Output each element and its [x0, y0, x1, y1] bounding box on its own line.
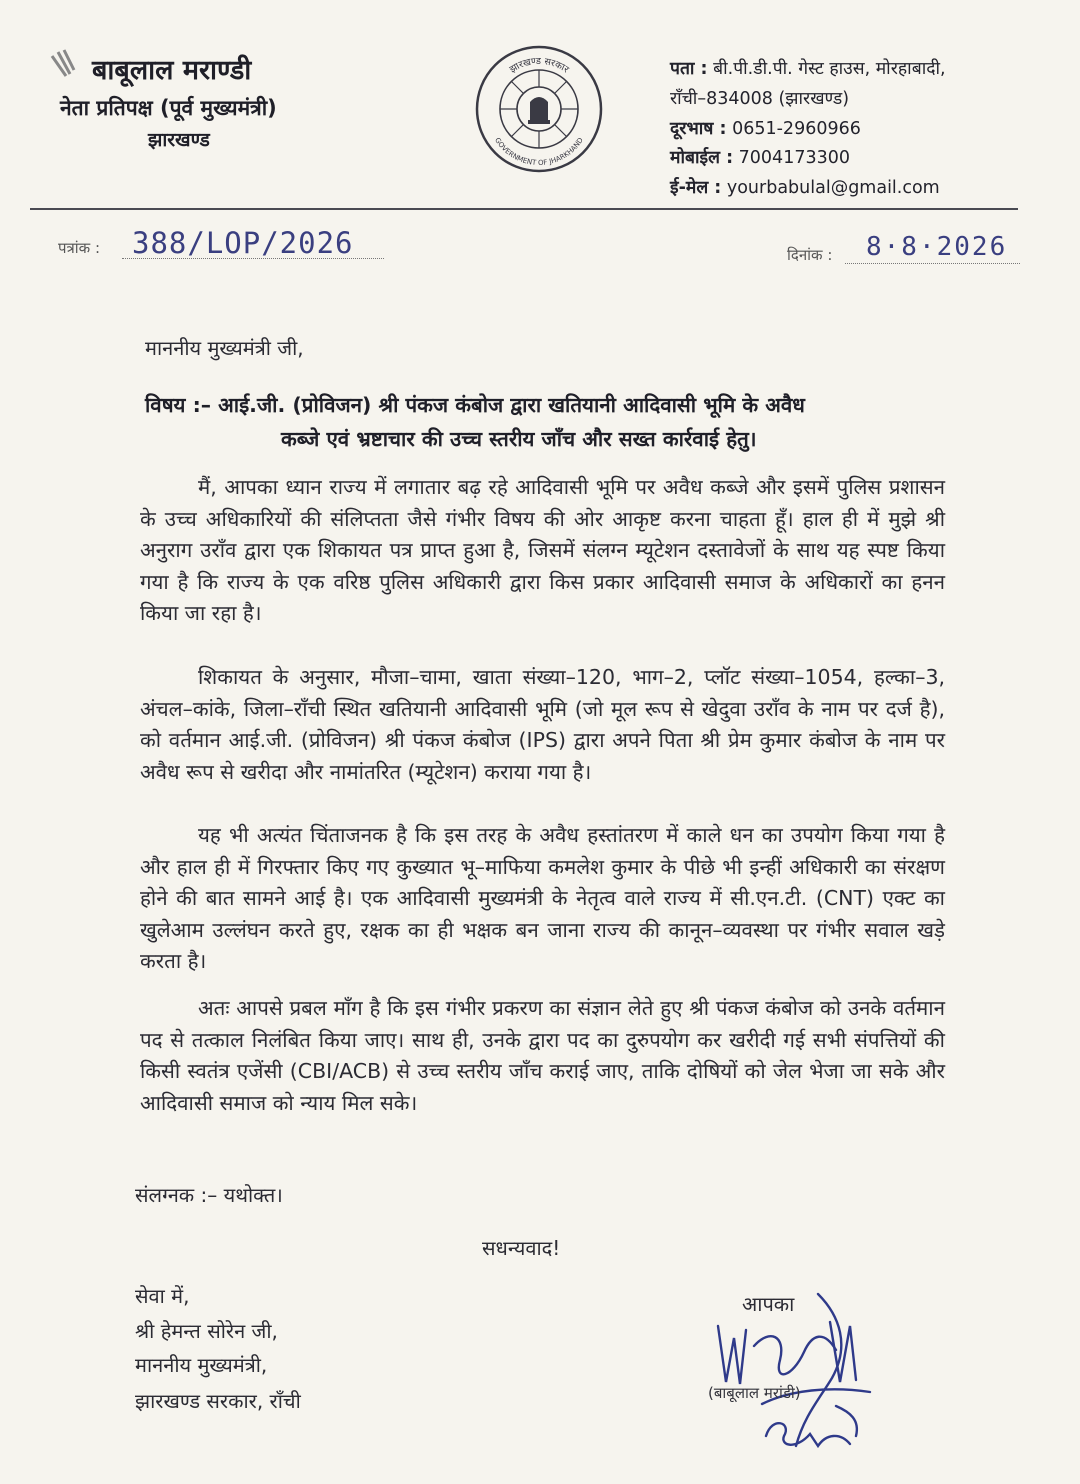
- letter-date: 8·8·2026: [866, 232, 1008, 262]
- date-dotted-line: [845, 263, 1020, 264]
- body-paragraph-4: [140, 993, 945, 1119]
- contact-mobile-row: [670, 145, 850, 169]
- contact-phone-row: [670, 116, 861, 140]
- recipient-line1: सेवा में,: [135, 1284, 190, 1308]
- address-line2: राँची–834008 (झारखण्ड): [670, 89, 850, 109]
- sender-name: बाबूलाल मराण्डी: [92, 55, 252, 86]
- mobile-label: मोबाईल :: [670, 148, 734, 168]
- email-label: ई-मेल :: [670, 178, 722, 198]
- handwritten-signature-icon: [700, 1286, 890, 1476]
- reference-label: पत्रांक :: [58, 239, 101, 257]
- paragraph-4-text: अतः आपसे प्रबल माँग है कि इस गंभीर प्रकरण का संज्ञान लेते हुए श्री पंकज कंबोज को उनके वर्तमान पद से तत्काल निलंबित किया जाए। साथ ही, उनके द्वारा पद का दुरुपयोग कर खरीदी गई सभी संपत्तियों की किसी स्वतंत्र एजेंसी (CBI/ACB) से उच्च स्तरीय जाँच कराई जाए, ताकि दोषियों को जेल भेजा जा सके और आदिवासी समाज को न्याय मिल सके।: [140, 996, 945, 1115]
- emblem-text-bottom: GOVERNMENT OF JHARKHAND: [493, 136, 585, 168]
- mobile-number: 7004173300: [738, 148, 850, 168]
- jharkhand-government-seal-icon: [474, 44, 604, 174]
- contact-address-line1: [670, 56, 946, 80]
- signoff-yours: आपका: [742, 1292, 795, 1316]
- recipient-line2: श्री हेमन्त सोरेन जी,: [135, 1319, 278, 1343]
- reference-number: 388/LOP/2026: [132, 226, 354, 260]
- emblem-text-top: झारखण्ड सरकार: [507, 55, 571, 76]
- salutation: माननीय मुख्यमंत्री जी,: [145, 336, 304, 360]
- sender-state: झारखण्ड: [148, 129, 210, 151]
- sender-role: नेता प्रतिपक्ष (पूर्व मुख्यमंत्री): [60, 96, 277, 120]
- paragraph-3-text: यह भी अत्यंत चिंताजनक है कि इस तरह के अवैध हस्तांतरण में काले धन का उपयोग किया गया है और हाल ही में गिरफ्तार किए गए कुख्यात भू–माफिया कमलेश कुमार के पीछे भी इन्हीं अधिकारी का संरक्षण होने की बात सामने आई है। एक आदिवासी मुख्यमंत्री के नेतृत्व वाले राज्य में सी.एन.टी. (CNT) एक्ट का खुलेआम उल्लंघन करते हुए, रक्षक का ही भक्षक बन जाना राज्य की कानून–व्यवस्था पर गंभीर सवाल खड़े करता है।: [140, 823, 945, 973]
- subject-line2: कब्जे एवं भ्रष्टाचार की उच्च स्तरीय जाँच और सख्त कार्रवाई हेतु।: [281, 427, 757, 451]
- closing-thanks: सधन्यवाद!: [482, 1236, 561, 1260]
- svg-text:झारखण्ड सरकार: [508, 56, 572, 76]
- signoff-name: (बाबूलाल मरांडी): [708, 1384, 801, 1402]
- enclosure-note: संलग्नक :– यथोक्त।: [135, 1183, 283, 1207]
- contact-email-row: [670, 175, 940, 199]
- phone-number: 0651-2960966: [732, 119, 861, 139]
- paragraph-1-text: मैं, आपका ध्यान राज्य में लगातार बढ़ रहे आदिवासी भूमि पर अवैध कब्जे और इसमें पुलिस प्रशासन के उच्च अधिकारियों की संलिप्तता जैसे गंभीर विषय की ओर आकृष्ट करना चाहता हूँ। हाल ही में मुझे श्री अनुराग उराँव द्वारा एक शिकायत पत्र प्राप्त हुआ है, जिसमें संलग्न म्यूटेशन दस्तावेजों के साथ यह स्पष्ट किया गया है कि राज्य के एक वरिष्ठ पुलिस अधिकारी द्वारा किस प्रकार आदिवासी समाज के अधिकारों का हनन किया जा रहा है।: [140, 475, 945, 625]
- body-paragraph-1: [140, 472, 945, 630]
- date-label: दिनांक :: [787, 246, 833, 264]
- recipient-line3: माननीय मुख्यमंत्री,: [135, 1353, 268, 1377]
- body-paragraph-2: [140, 662, 945, 788]
- address-label: पता :: [670, 59, 708, 79]
- recipient-line4: झारखण्ड सरकार, राँची: [135, 1389, 301, 1413]
- body-paragraph-3: [140, 820, 945, 978]
- address-line1: बी.पी.डी.पी. गेस्ट हाउस, मोरहाबादी,: [713, 59, 946, 79]
- subject-line1: विषय :– आई.जी. (प्रोविजन) श्री पंकज कंबोज द्वारा खतियानी आदिवासी भूमि के अवैध: [145, 393, 805, 417]
- phone-label: दूरभाष :: [670, 119, 727, 139]
- email-address: yourbabulal@gmail.com: [726, 178, 940, 198]
- subject: [145, 388, 955, 456]
- tick-mark-icon: [46, 48, 82, 88]
- letterhead-divider: [30, 208, 1018, 210]
- paragraph-2-text: शिकायत के अनुसार, मौजा–चामा, खाता संख्या–120, भाग–2, प्लॉट संख्या–1054, हल्का–3, अंचल–कांके, जिला–राँची स्थित खतियानी आदिवासी भूमि (जो मूल रूप से खेदुवा उराँव के नाम पर दर्ज है), को वर्तमान आई.जी. (प्रोविजन) श्री पंकज कंबोज (IPS) द्वारा अपने पिता श्री प्रेम कुमार कंबोज के नाम पर अवैध रूप से खरीदा और नामांतरित (म्यूटेशन) कराया गया है।: [140, 665, 945, 784]
